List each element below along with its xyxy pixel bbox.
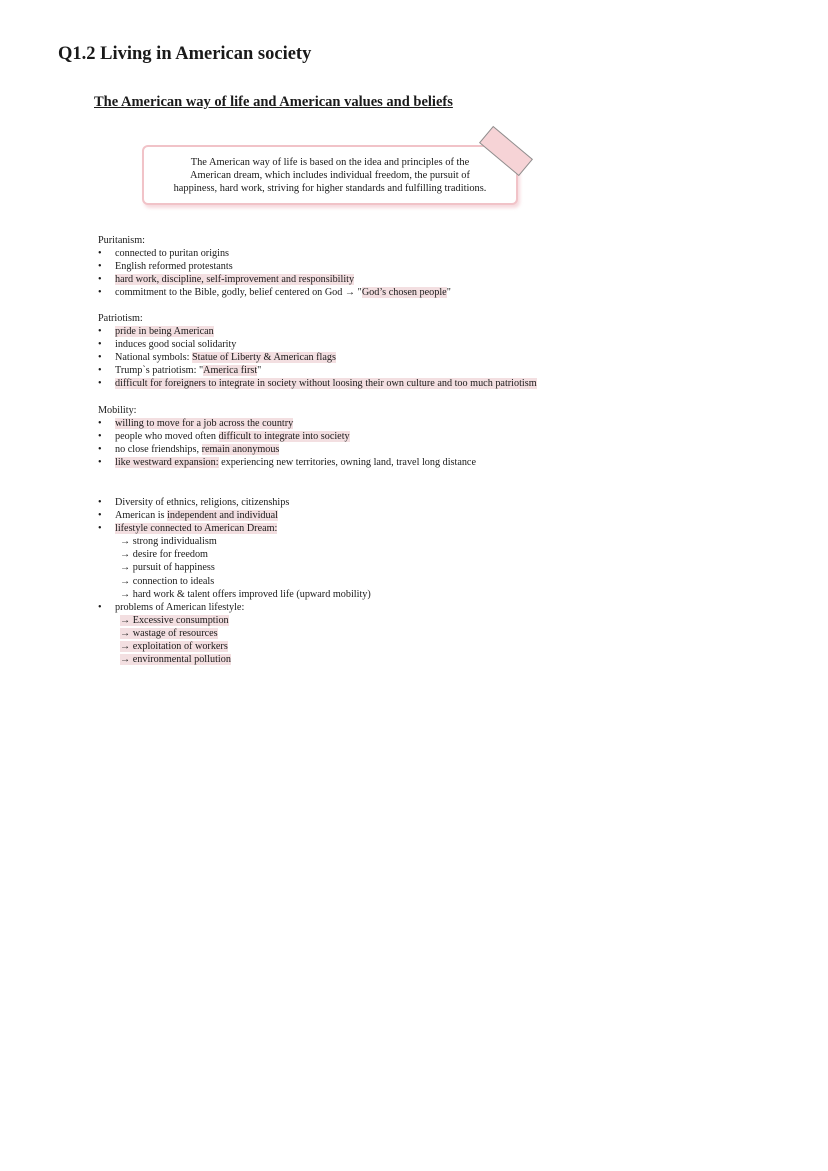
puritanism-list xyxy=(98,247,451,299)
highlighted-text: difficult to integrate into society xyxy=(218,431,350,443)
highlighted-text: exploitation of workers xyxy=(132,641,228,653)
sublist-item xyxy=(120,548,371,561)
highlighted-text: America first xyxy=(203,365,258,377)
item-text: desire for freedom xyxy=(132,549,208,561)
item-text: problems of American lifestyle: xyxy=(115,601,245,613)
callout-line: American dream, which includes individual freedom, the pursuit of xyxy=(190,169,470,181)
highlighted-text: like westward expansion: xyxy=(115,457,219,469)
sublist-item xyxy=(120,640,371,653)
item-text: strong individualism xyxy=(132,536,217,548)
highlighted-text: wastage of resources xyxy=(132,627,218,639)
mobility-list xyxy=(98,417,476,469)
bullet-icon: • xyxy=(98,457,102,469)
bullet-icon: • xyxy=(98,365,102,377)
sublist-item xyxy=(120,561,371,574)
bullet-icon: • xyxy=(98,274,102,286)
callout-line: The American way of life is based on the idea and principles of the xyxy=(190,156,470,168)
list-item xyxy=(98,325,537,338)
patriotism-section xyxy=(98,312,537,390)
arrow-icon: → xyxy=(120,575,131,587)
section-heading: Mobility: xyxy=(98,405,137,416)
highlighted-text: pride in being American xyxy=(115,326,214,337)
section-heading: Patriotism: xyxy=(98,313,143,324)
item-text: American is xyxy=(115,510,168,522)
list-item xyxy=(98,338,537,351)
item-text: induces good social solidarity xyxy=(115,339,237,351)
general-list xyxy=(98,496,371,666)
sublist-item xyxy=(120,575,371,588)
sublist-item xyxy=(120,653,371,666)
american-dream-sublist xyxy=(115,535,371,600)
item-text: National symbols: xyxy=(115,352,192,364)
sublist-item xyxy=(120,614,371,627)
bullet-icon: • xyxy=(98,418,102,429)
item-text: pursuit of happiness xyxy=(132,562,215,574)
sublist-item xyxy=(120,627,371,640)
list-item xyxy=(98,443,476,456)
highlighted-text: remain anonymous xyxy=(201,444,280,456)
arrow-icon: → xyxy=(120,627,131,639)
item-text: connected to puritan origins xyxy=(115,248,230,259)
sublist-item xyxy=(120,535,371,548)
list-item xyxy=(98,496,371,509)
definition-callout-box xyxy=(142,145,518,205)
patriotism-list xyxy=(98,325,537,390)
item-text: English reformed protestants xyxy=(115,261,233,273)
item-text: people who moved often xyxy=(115,431,219,443)
highlighted-text: hard work, discipline, self-improvement and responsibility xyxy=(115,274,355,286)
highlighted-text: environmental pollution xyxy=(132,654,231,666)
item-text: commitment to the Bible, godly, belief centered on God → " xyxy=(115,287,362,299)
section-subtitle: The American way of life and American values and beliefs xyxy=(94,94,453,110)
item-text: connection to ideals xyxy=(132,575,215,587)
list-item xyxy=(98,377,537,390)
list-item xyxy=(98,247,451,260)
list-item xyxy=(98,509,371,522)
arrow-icon: → xyxy=(120,549,131,561)
list-item xyxy=(98,456,476,469)
list-item xyxy=(98,522,371,601)
arrow-icon: → xyxy=(120,562,131,574)
list-item xyxy=(98,286,451,299)
sublist-item xyxy=(120,588,371,601)
list-item xyxy=(98,351,537,364)
item-text: Trump`s patriotism: " xyxy=(115,365,204,377)
highlighted-text: Excessive consumption xyxy=(132,614,229,626)
bullet-icon: • xyxy=(98,497,102,508)
mobility-section xyxy=(98,404,476,469)
bullet-icon: • xyxy=(98,248,102,259)
item-text: " xyxy=(257,365,262,377)
list-item xyxy=(98,260,451,273)
list-item xyxy=(98,273,451,286)
bullet-icon: • xyxy=(98,287,102,299)
arrow-icon: → xyxy=(120,641,131,653)
highlighted-text: willing to move for a job across the country xyxy=(115,418,294,429)
puritanism-section xyxy=(98,234,451,299)
bullet-icon: • xyxy=(98,510,102,522)
bullet-icon: • xyxy=(98,339,102,351)
highlighted-text: Statue of Liberty & American flags xyxy=(191,352,336,364)
callout-line: happiness, hard work, striving for higher standards and fulfilling traditions. xyxy=(173,182,487,194)
item-text: experiencing new territories, owning land, travel long distance xyxy=(218,457,476,469)
bullet-icon: • xyxy=(98,352,102,364)
list-item xyxy=(98,417,476,430)
bullet-icon: • xyxy=(98,326,102,337)
list-item xyxy=(98,430,476,443)
item-text: no close friendships, xyxy=(115,444,202,456)
highlighted-text: difficult for foreigners to integrate in society without loosing their own culture and too much patriotism xyxy=(115,378,537,390)
item-text: Diversity of ethnics, religions, citizenships xyxy=(115,497,290,508)
bullet-icon: • xyxy=(98,261,102,273)
bullet-icon: • xyxy=(98,444,102,456)
page-title: Q1.2 Living in American society xyxy=(58,44,312,64)
item-text: hard work & talent offers improved life (upward mobility) xyxy=(132,588,371,600)
arrow-icon: → xyxy=(120,654,131,666)
bullet-icon: • xyxy=(98,431,102,443)
arrow-icon: → xyxy=(120,588,131,600)
bullet-icon: • xyxy=(98,601,102,613)
callout-text xyxy=(160,156,501,195)
bullet-icon: • xyxy=(98,523,102,535)
highlighted-text: lifestyle connected to American Dream: xyxy=(115,523,278,535)
bullet-icon: • xyxy=(98,378,102,390)
item-text: " xyxy=(446,287,451,299)
list-item xyxy=(98,601,371,666)
section-heading: Puritanism: xyxy=(98,235,145,246)
highlighted-text: God’s chosen people xyxy=(361,287,447,299)
highlighted-text: independent and individual xyxy=(167,510,278,522)
list-item xyxy=(98,364,537,377)
arrow-icon: → xyxy=(120,614,131,626)
arrow-icon: → xyxy=(120,536,131,548)
general-section xyxy=(98,496,371,666)
problems-sublist xyxy=(115,614,371,666)
